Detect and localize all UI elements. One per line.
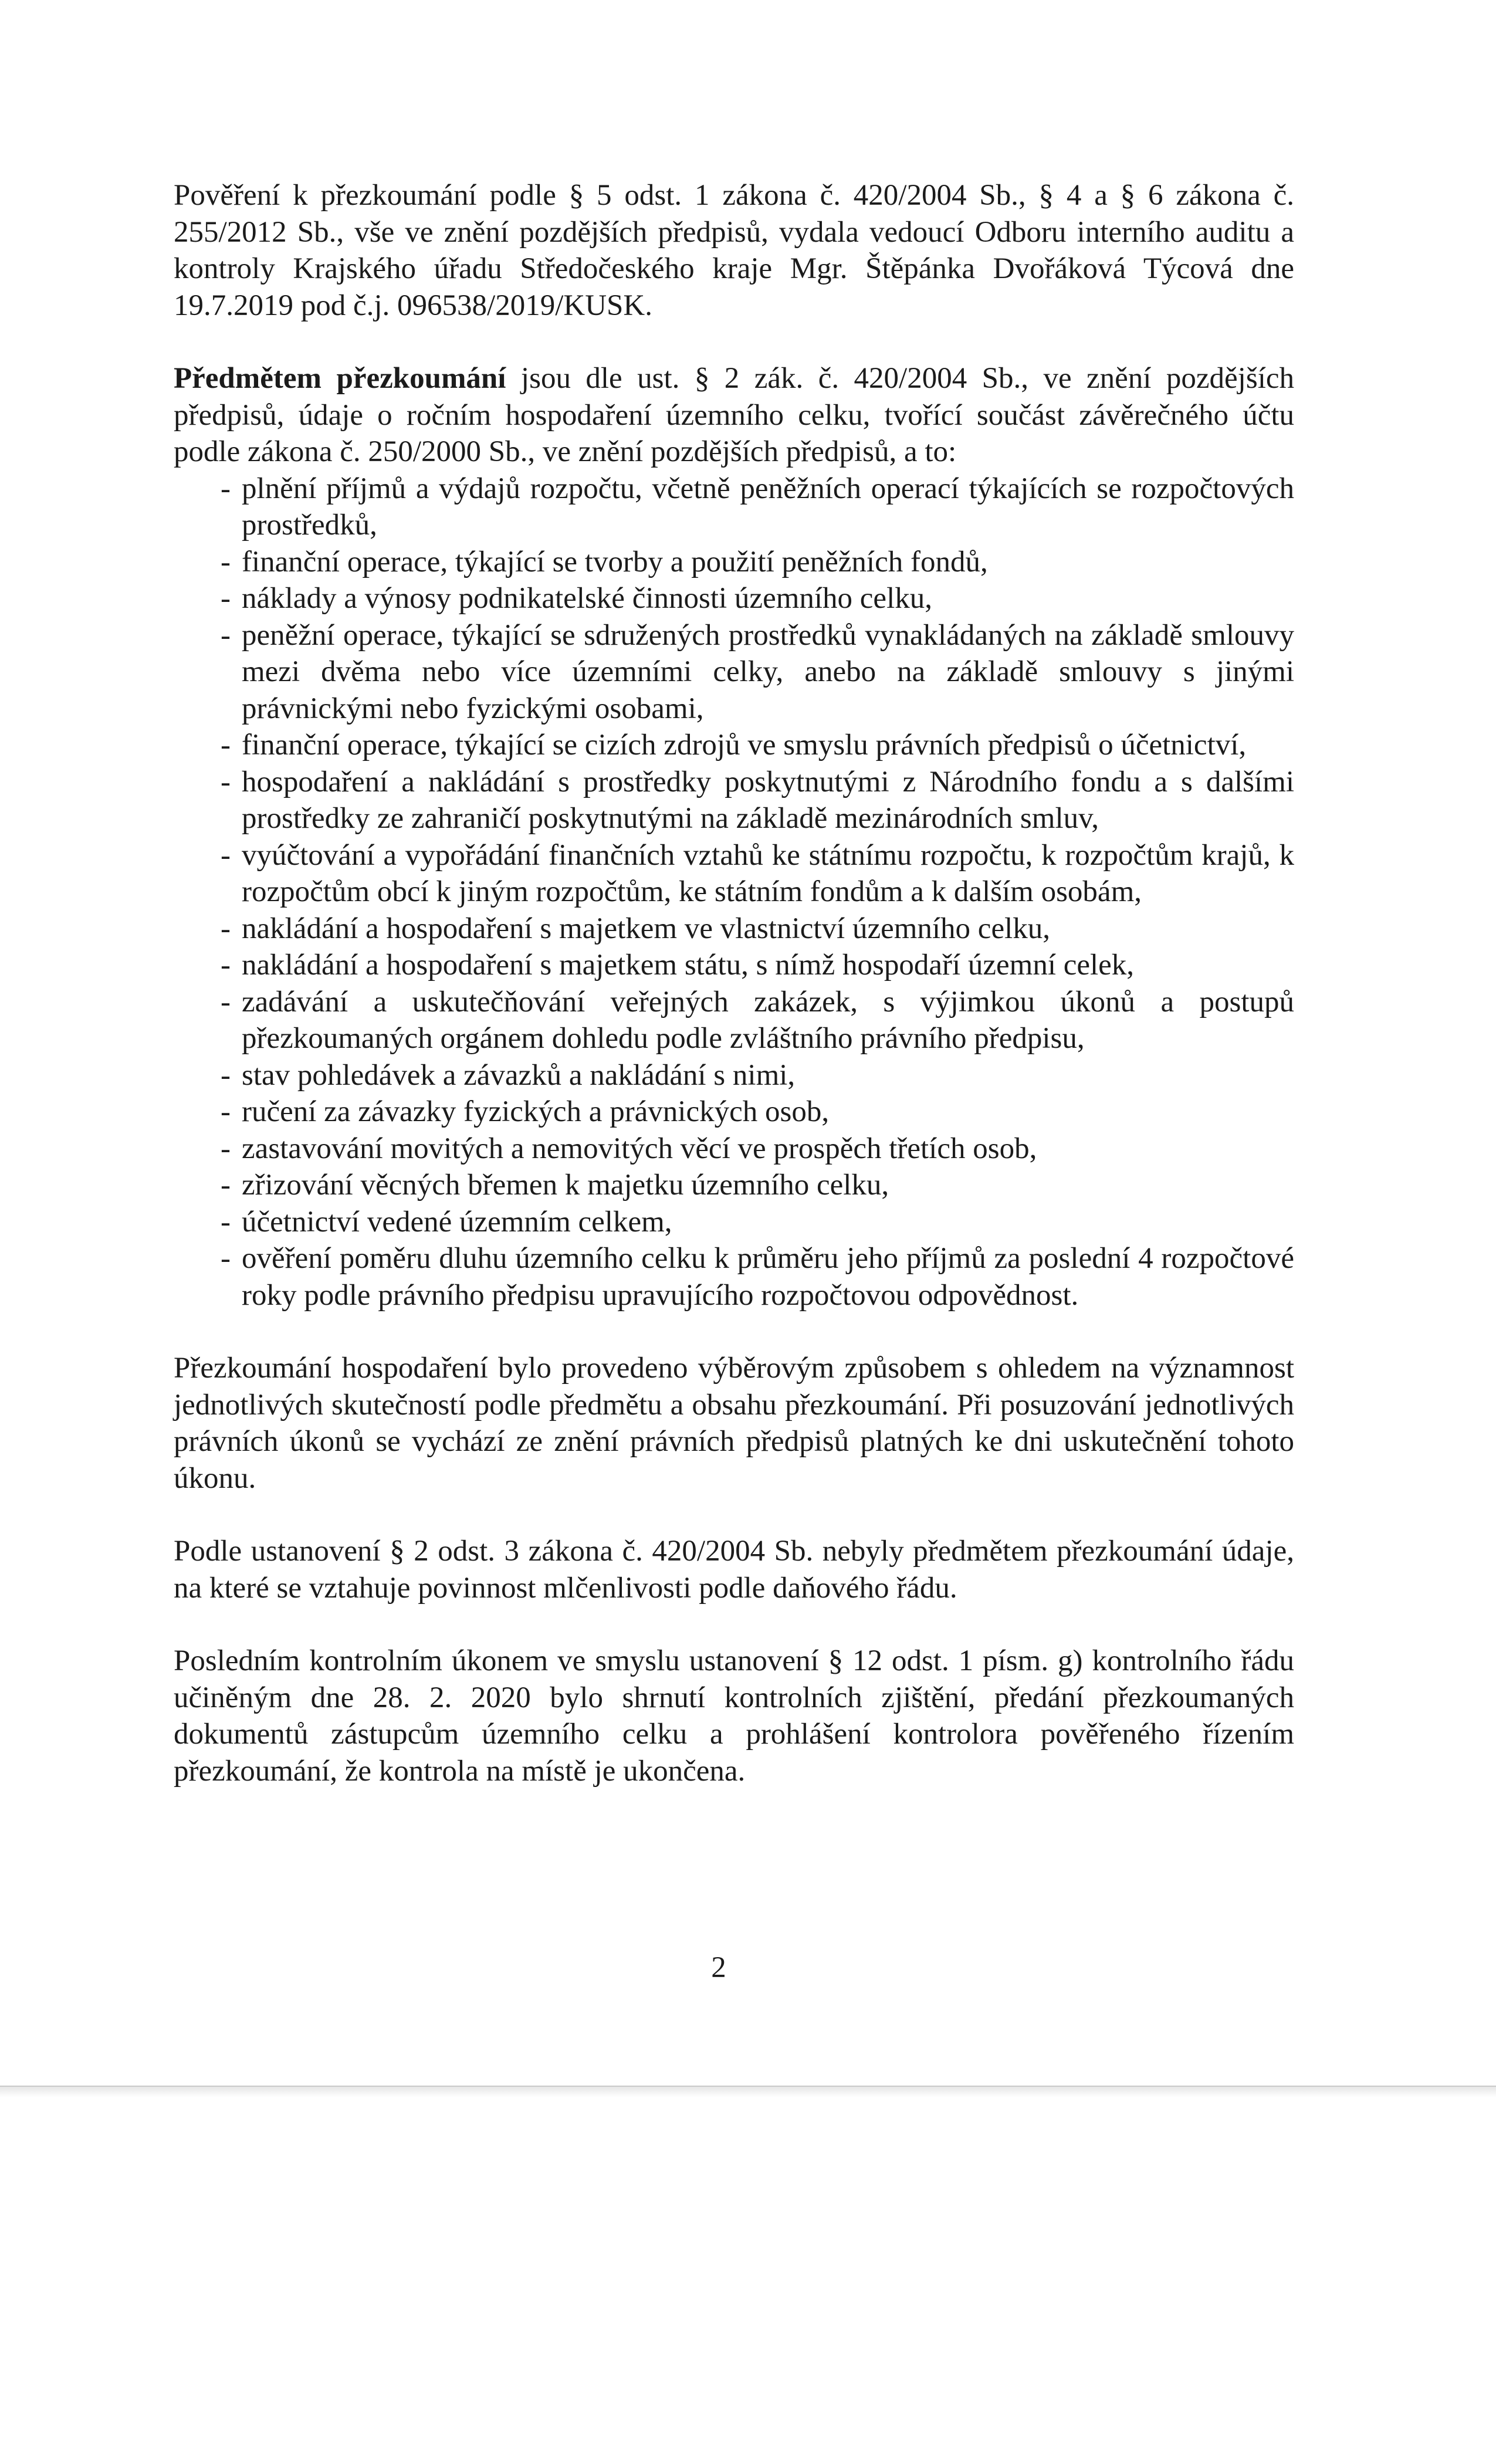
final-act-paragraph: Posledním kontrolním úkonem ve smyslu ustanovení § 12 odst. 1 písm. g) kontrolního řádu učiněným dne 28. 2. 2020 bylo shrnutí kontrolních zjištění, předání přezkoumaných dokumentů zástupcům územního celku a prohlášení kontrolora pověřeného řízením přezkoumání, že kontrola na místě je ukončena. [174,1644,1294,1788]
bullet-dash: - [221,1205,231,1238]
scope-list-item [174,984,1294,1057]
scope-intro: jsou dle ust. § 2 zák. č. 420/2004 Sb., ve znění pozdějších předpisů, údaje o ročním hospodaření územního celku, tvořící součást závěrečného účtu podle zákona č. 250/2000 Sb., ve znění pozdějších předpisů, a to: [174,362,1294,468]
scope-list-item [174,544,1294,581]
scope-list-item [174,837,1294,911]
scope-item-text: nakládání a hospodaření s majetkem ve vlastnictví územního celku, [242,912,1050,945]
bullet-dash: - [221,472,231,505]
scope-item-text: ručení za závazky fyzických a právnických osob, [242,1095,830,1128]
page-number: 2 [711,1951,726,1984]
scope-list [174,471,1294,1314]
scope-list-item [174,580,1294,617]
bullet-dash: - [221,1132,231,1165]
bullet-dash: - [221,1095,231,1128]
bullet-dash: - [221,1169,231,1201]
scope-item-text: zřizování věcných břemen k majetku územního celku, [242,1169,889,1201]
scope-item-text: stav pohledávek a závazků a nakládání s nimi, [242,1058,796,1092]
authorization-paragraph: Pověření k přezkoumání podle § 5 odst. 1 zákona č. 420/2004 Sb., § 4 a § 6 zákona č. 255/2012 Sb., vše ve znění pozdějších předpisů, vydala vedoucí Odboru interního auditu a kontroly Krajského úřadu Středočeského kraje Mgr. Štěpánka Dvořáková Týcová dne 19.7.2019 pod č.j. 096538/2019/KUSK. [174,179,1294,322]
bullet-dash: - [221,1058,231,1092]
scope-list-item [174,764,1294,837]
scope-item-text: nakládání a hospodaření s majetkem státu, s nímž hospodaří územní celek, [242,949,1135,981]
bullet-dash: - [221,1242,231,1275]
bullet-dash: - [221,838,231,872]
scope-list-item [174,1167,1294,1204]
scope-item-text: ověření poměru dluhu územního celku k průměru jeho příjmů za poslední 4 rozpočtové roky podle právního předpisu upravujícího rozpočtovou odpovědnost. [242,1242,1294,1312]
scope-list-item [174,1131,1294,1167]
bullet-dash: - [221,618,231,652]
scope-list-item [174,947,1294,984]
scope-list-item [174,1057,1294,1094]
bullet-dash: - [221,912,231,945]
bullet-dash: - [221,545,231,578]
scope-item-text: finanční operace, týkající se cizích zdrojů ve smyslu právních předpisů o účetnictví, [242,729,1247,761]
scope-item-text: náklady a výnosy podnikatelské činnosti územního celku, [242,582,932,615]
bullet-dash: - [221,765,231,798]
document-body [174,177,1294,1789]
scope-list-item [174,1204,1294,1241]
bullet-dash: - [221,729,231,761]
page-shadow [0,2087,1496,2097]
scope-item-text: zastavování movitých a nemovitých věcí ve prospěch třetích osob, [242,1132,1037,1165]
scope-item-text: hospodaření a nakládání s prostředky poskytnutými z Národního fondu a s dalšími prostředky ze zahraničí poskytnutými na základě mezinárodních smluv, [242,765,1294,835]
scope-list-item [174,727,1294,764]
confidentiality-paragraph: Podle ustanovení § 2 odst. 3 zákona č. 420/2004 Sb. nebyly předmětem přezkoumání údaje, na které se vztahuje povinnost mlčenlivosti podle daňového řádu. [174,1535,1294,1605]
scope-list-item [174,1094,1294,1131]
scope-list-item [174,911,1294,947]
scope-list-item [174,471,1294,544]
method-paragraph: Přezkoumání hospodaření bylo provedeno výběrovým způsobem s ohledem na významnost jednotlivých skutečností podle předmětu a obsahu přezkoumání. Při posuzování jednotlivých právních úkonů se vychází ze znění právních předpisů platných ke dni uskutečnění tohoto úkonu. [174,1352,1294,1495]
scope-item-text: peněžní operace, týkající se sdružených prostředků vynakládaných na základě smlouvy mezi dvěma nebo více územními celky, anebo na základě smlouvy s jinými právnickými nebo fyzickými osobami, [242,618,1294,725]
scope-item-text: zadávání a uskutečňování veřejných zakázek, s výjimkou úkonů a postupů přezkoumaných orgánem dohledu podle zvláštního právního předpisu, [242,985,1294,1055]
scope-heading: Předmětem přezkoumání [174,362,506,395]
scope-item-text: plnění příjmů a výdajů rozpočtu, včetně peněžních operací týkajících se rozpočtových prostředků, [242,472,1294,541]
scope-list-item [174,1240,1294,1314]
scope-paragraph [174,360,1294,471]
scope-item-text: finanční operace, týkající se tvorby a použití peněžních fondů, [242,545,988,578]
bullet-dash: - [221,985,231,1018]
scope-item-text: vyúčtování a vypořádání finančních vztahů ke státnímu rozpočtu, k rozpočtům krajů, k rozpočtům obcí k jiným rozpočtům, ke státním fondům a k dalším osobám, [242,838,1294,908]
scope-item-text: účetnictví vedené územním celkem, [242,1205,672,1238]
scope-list-item [174,617,1294,727]
bullet-dash: - [221,949,231,981]
bullet-dash: - [221,582,231,615]
